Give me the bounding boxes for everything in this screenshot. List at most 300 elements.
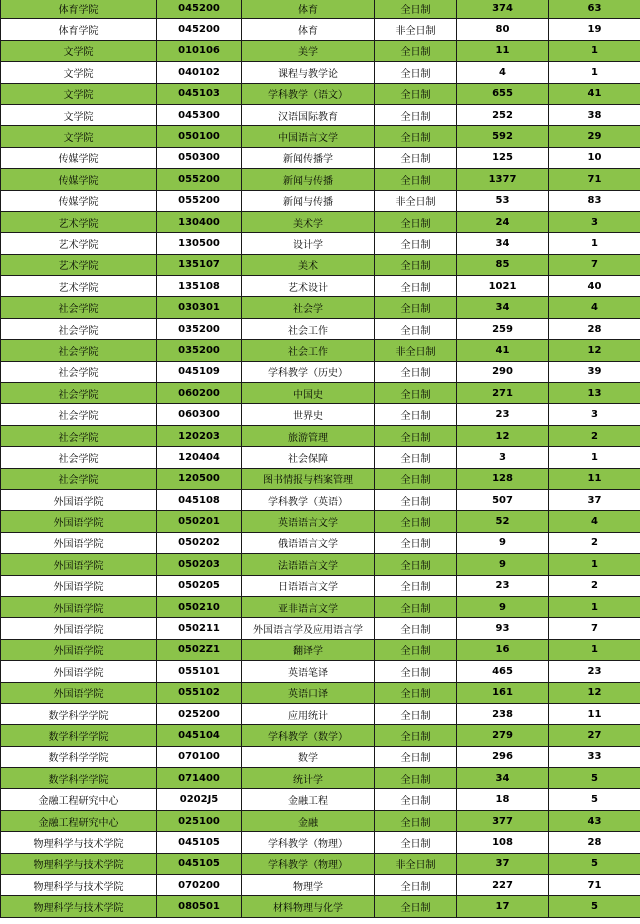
major-code-cell: 135108: [157, 276, 242, 297]
applicants-cell: 108: [457, 832, 549, 853]
admitted-cell: 5: [549, 789, 640, 810]
major-name-cell: 新闻传播学: [242, 147, 375, 168]
college-cell: 外国语学院: [1, 618, 157, 639]
major-code-cell: 045109: [157, 361, 242, 382]
college-cell: 数学科学学院: [1, 746, 157, 767]
applicants-cell: 23: [457, 575, 549, 596]
college-cell: 文学院: [1, 40, 157, 61]
applicants-cell: 34: [457, 233, 549, 254]
major-code-cell: 045103: [157, 83, 242, 104]
study-mode-cell: 全日制: [375, 318, 457, 339]
study-mode-cell: 全日制: [375, 126, 457, 147]
college-cell: 金融工程研究中心: [1, 810, 157, 831]
study-mode-cell: 非全日制: [375, 340, 457, 361]
major-code-cell: 025200: [157, 703, 242, 724]
study-mode-cell: 全日制: [375, 575, 457, 596]
major-code-cell: 055101: [157, 661, 242, 682]
admitted-cell: 4: [549, 297, 640, 318]
admitted-cell: 3: [549, 404, 640, 425]
applicants-cell: 23: [457, 404, 549, 425]
admitted-cell: 2: [549, 532, 640, 553]
admitted-cell: 5: [549, 853, 640, 874]
college-cell: 外国语学院: [1, 575, 157, 596]
major-name-cell: 中国史: [242, 383, 375, 404]
major-name-cell: 应用统计: [242, 703, 375, 724]
major-name-cell: 数学: [242, 746, 375, 767]
applicants-cell: 1377: [457, 169, 549, 190]
college-cell: 文学院: [1, 104, 157, 125]
applicants-cell: 374: [457, 0, 549, 19]
major-code-cell: 070200: [157, 875, 242, 896]
study-mode-cell: 全日制: [375, 896, 457, 917]
table-row: [1, 832, 640, 853]
major-name-cell: 英语语言文学: [242, 511, 375, 532]
study-mode-cell: 非全日制: [375, 19, 457, 40]
major-name-cell: 俄语语言文学: [242, 532, 375, 553]
applicants-cell: 592: [457, 126, 549, 147]
study-mode-cell: 全日制: [375, 383, 457, 404]
study-mode-cell: 全日制: [375, 489, 457, 510]
table-row: [1, 318, 640, 339]
major-code-cell: 120500: [157, 468, 242, 489]
admitted-cell: 2: [549, 575, 640, 596]
major-name-cell: 金融: [242, 810, 375, 831]
major-code-cell: 080501: [157, 896, 242, 917]
study-mode-cell: 全日制: [375, 703, 457, 724]
major-code-cell: 040102: [157, 62, 242, 83]
table-row: [1, 147, 640, 168]
applicants-cell: 24: [457, 211, 549, 232]
major-code-cell: 035200: [157, 318, 242, 339]
applicants-cell: 128: [457, 468, 549, 489]
table-row: [1, 532, 640, 553]
admitted-cell: 39: [549, 361, 640, 382]
admitted-cell: 1: [549, 596, 640, 617]
major-code-cell: 055200: [157, 169, 242, 190]
college-cell: 外国语学院: [1, 661, 157, 682]
table-row: [1, 511, 640, 532]
major-name-cell: 汉语国际教育: [242, 104, 375, 125]
admitted-cell: 1: [549, 447, 640, 468]
major-code-cell: 071400: [157, 768, 242, 789]
college-cell: 物理科学与技术学院: [1, 875, 157, 896]
table-row: [1, 468, 640, 489]
table-row: [1, 725, 640, 746]
major-code-cell: 045200: [157, 0, 242, 19]
table-row: [1, 361, 640, 382]
applicants-cell: 9: [457, 554, 549, 575]
applicants-cell: 465: [457, 661, 549, 682]
college-cell: 数学科学学院: [1, 725, 157, 746]
major-name-cell: 社会保障: [242, 447, 375, 468]
major-code-cell: 130500: [157, 233, 242, 254]
admitted-cell: 1: [549, 639, 640, 660]
admitted-cell: 40: [549, 276, 640, 297]
college-cell: 外国语学院: [1, 554, 157, 575]
major-code-cell: 045105: [157, 853, 242, 874]
major-name-cell: 中国语言文学: [242, 126, 375, 147]
table-row: [1, 104, 640, 125]
major-name-cell: 美术学: [242, 211, 375, 232]
table-row: [1, 340, 640, 361]
major-name-cell: 艺术设计: [242, 276, 375, 297]
college-cell: 传媒学院: [1, 190, 157, 211]
applicants-cell: 9: [457, 532, 549, 553]
study-mode-cell: 全日制: [375, 725, 457, 746]
admitted-cell: 23: [549, 661, 640, 682]
major-name-cell: 社会工作: [242, 318, 375, 339]
major-code-cell: 130400: [157, 211, 242, 232]
table-row: [1, 404, 640, 425]
study-mode-cell: 非全日制: [375, 853, 457, 874]
applicants-cell: 259: [457, 318, 549, 339]
major-name-cell: 新闻与传播: [242, 190, 375, 211]
major-name-cell: 英语笔译: [242, 661, 375, 682]
admitted-cell: 7: [549, 618, 640, 639]
major-name-cell: 金融工程: [242, 789, 375, 810]
major-name-cell: 学科教学（英语）: [242, 489, 375, 510]
major-code-cell: 0202J5: [157, 789, 242, 810]
table-row: [1, 875, 640, 896]
college-cell: 文学院: [1, 62, 157, 83]
study-mode-cell: 全日制: [375, 276, 457, 297]
study-mode-cell: 全日制: [375, 425, 457, 446]
admitted-cell: 63: [549, 0, 640, 19]
study-mode-cell: 全日制: [375, 746, 457, 767]
college-cell: 社会学院: [1, 383, 157, 404]
table-row: [1, 233, 640, 254]
admitted-cell: 10: [549, 147, 640, 168]
table-row: [1, 19, 640, 40]
study-mode-cell: 全日制: [375, 596, 457, 617]
study-mode-cell: 全日制: [375, 62, 457, 83]
admitted-cell: 11: [549, 703, 640, 724]
major-name-cell: 美学: [242, 40, 375, 61]
major-code-cell: 070100: [157, 746, 242, 767]
admitted-cell: 4: [549, 511, 640, 532]
college-cell: 数学科学学院: [1, 768, 157, 789]
table-row: [1, 190, 640, 211]
applicants-cell: 93: [457, 618, 549, 639]
applicants-cell: 34: [457, 297, 549, 318]
study-mode-cell: 全日制: [375, 618, 457, 639]
admitted-cell: 27: [549, 725, 640, 746]
major-code-cell: 035200: [157, 340, 242, 361]
table-row: [1, 254, 640, 275]
table-row: [1, 169, 640, 190]
table-row: [1, 639, 640, 660]
major-name-cell: 学科教学（历史）: [242, 361, 375, 382]
study-mode-cell: 全日制: [375, 169, 457, 190]
table-row: [1, 746, 640, 767]
applicants-cell: 655: [457, 83, 549, 104]
table-row: [1, 596, 640, 617]
table-row: [1, 853, 640, 874]
college-cell: 外国语学院: [1, 511, 157, 532]
college-cell: 艺术学院: [1, 211, 157, 232]
major-name-cell: 设计学: [242, 233, 375, 254]
major-code-cell: 050203: [157, 554, 242, 575]
applicants-cell: 34: [457, 768, 549, 789]
major-code-cell: 055102: [157, 682, 242, 703]
college-cell: 物理科学与技术学院: [1, 896, 157, 917]
table-row: [1, 0, 640, 19]
major-code-cell: 120203: [157, 425, 242, 446]
admitted-cell: 19: [549, 19, 640, 40]
table-row: [1, 276, 640, 297]
admitted-cell: 2: [549, 425, 640, 446]
study-mode-cell: 全日制: [375, 554, 457, 575]
major-name-cell: 翻译学: [242, 639, 375, 660]
major-name-cell: 新闻与传播: [242, 169, 375, 190]
table-row: [1, 126, 640, 147]
college-cell: 传媒学院: [1, 169, 157, 190]
admitted-cell: 33: [549, 746, 640, 767]
college-cell: 社会学院: [1, 361, 157, 382]
study-mode-cell: 全日制: [375, 233, 457, 254]
study-mode-cell: 全日制: [375, 361, 457, 382]
table-row: [1, 447, 640, 468]
major-name-cell: 图书情报与档案管理: [242, 468, 375, 489]
major-code-cell: 060200: [157, 383, 242, 404]
college-cell: 社会学院: [1, 340, 157, 361]
college-cell: 艺术学院: [1, 276, 157, 297]
major-name-cell: 外国语言学及应用语言学: [242, 618, 375, 639]
major-name-cell: 美术: [242, 254, 375, 275]
major-code-cell: 055200: [157, 190, 242, 211]
table-row: [1, 83, 640, 104]
admitted-cell: 1: [549, 62, 640, 83]
college-cell: 外国语学院: [1, 596, 157, 617]
applicants-cell: 9: [457, 596, 549, 617]
admitted-cell: 3: [549, 211, 640, 232]
study-mode-cell: 全日制: [375, 211, 457, 232]
major-name-cell: 法语语言文学: [242, 554, 375, 575]
applicants-cell: 377: [457, 810, 549, 831]
major-code-cell: 045200: [157, 19, 242, 40]
major-name-cell: 英语口译: [242, 682, 375, 703]
college-cell: 文学院: [1, 83, 157, 104]
major-name-cell: 物理学: [242, 875, 375, 896]
applicants-cell: 41: [457, 340, 549, 361]
admitted-cell: 1: [549, 233, 640, 254]
major-name-cell: 课程与教学论: [242, 62, 375, 83]
applicants-cell: 238: [457, 703, 549, 724]
table-row: [1, 554, 640, 575]
major-code-cell: 010106: [157, 40, 242, 61]
major-name-cell: 学科教学（数学）: [242, 725, 375, 746]
college-cell: 外国语学院: [1, 682, 157, 703]
major-code-cell: 045108: [157, 489, 242, 510]
study-mode-cell: 全日制: [375, 147, 457, 168]
applicants-cell: 1021: [457, 276, 549, 297]
study-mode-cell: 全日制: [375, 468, 457, 489]
college-cell: 物理科学与技术学院: [1, 832, 157, 853]
college-cell: 金融工程研究中心: [1, 789, 157, 810]
study-mode-cell: 全日制: [375, 0, 457, 19]
admitted-cell: 28: [549, 318, 640, 339]
study-mode-cell: 全日制: [375, 639, 457, 660]
college-cell: 社会学院: [1, 318, 157, 339]
study-mode-cell: 全日制: [375, 789, 457, 810]
college-cell: 体育学院: [1, 0, 157, 19]
applicants-cell: 53: [457, 190, 549, 211]
table-row: [1, 768, 640, 789]
major-name-cell: 体育: [242, 19, 375, 40]
study-mode-cell: 全日制: [375, 447, 457, 468]
admitted-cell: 43: [549, 810, 640, 831]
admitted-cell: 38: [549, 104, 640, 125]
major-name-cell: 社会工作: [242, 340, 375, 361]
study-mode-cell: 全日制: [375, 832, 457, 853]
study-mode-cell: 全日制: [375, 40, 457, 61]
college-cell: 社会学院: [1, 425, 157, 446]
major-name-cell: 学科教学（物理）: [242, 832, 375, 853]
major-name-cell: 统计学: [242, 768, 375, 789]
admitted-cell: 5: [549, 896, 640, 917]
table-row: [1, 575, 640, 596]
college-cell: 艺术学院: [1, 233, 157, 254]
major-name-cell: 旅游管理: [242, 425, 375, 446]
study-mode-cell: 全日制: [375, 661, 457, 682]
applicants-cell: 4: [457, 62, 549, 83]
table-row: [1, 789, 640, 810]
study-mode-cell: 全日制: [375, 768, 457, 789]
major-code-cell: 045105: [157, 832, 242, 853]
study-mode-cell: 全日制: [375, 875, 457, 896]
college-cell: 社会学院: [1, 447, 157, 468]
applicants-cell: 52: [457, 511, 549, 532]
college-cell: 社会学院: [1, 468, 157, 489]
major-code-cell: 050211: [157, 618, 242, 639]
table-row: [1, 297, 640, 318]
college-cell: 数学科学学院: [1, 703, 157, 724]
applicants-cell: 37: [457, 853, 549, 874]
study-mode-cell: 全日制: [375, 532, 457, 553]
table-row: [1, 62, 640, 83]
table-row: [1, 810, 640, 831]
admitted-cell: 71: [549, 875, 640, 896]
major-code-cell: 050100: [157, 126, 242, 147]
admitted-cell: 37: [549, 489, 640, 510]
college-cell: 艺术学院: [1, 254, 157, 275]
applicants-cell: 80: [457, 19, 549, 40]
table-row: [1, 682, 640, 703]
major-name-cell: 日语语言文学: [242, 575, 375, 596]
applicants-cell: 271: [457, 383, 549, 404]
applicants-cell: 125: [457, 147, 549, 168]
major-code-cell: 050205: [157, 575, 242, 596]
applicants-cell: 85: [457, 254, 549, 275]
table-body: [1, 0, 640, 917]
applicants-cell: 17: [457, 896, 549, 917]
college-cell: 体育学院: [1, 19, 157, 40]
table-row: [1, 703, 640, 724]
major-code-cell: 120404: [157, 447, 242, 468]
admitted-cell: 12: [549, 682, 640, 703]
college-cell: 物理科学与技术学院: [1, 853, 157, 874]
admitted-cell: 5: [549, 768, 640, 789]
major-code-cell: 030301: [157, 297, 242, 318]
applicants-cell: 3: [457, 447, 549, 468]
applicants-cell: 296: [457, 746, 549, 767]
college-cell: 外国语学院: [1, 639, 157, 660]
major-code-cell: 060300: [157, 404, 242, 425]
applicants-cell: 290: [457, 361, 549, 382]
college-cell: 传媒学院: [1, 147, 157, 168]
major-code-cell: 050300: [157, 147, 242, 168]
admitted-cell: 28: [549, 832, 640, 853]
admitted-cell: 29: [549, 126, 640, 147]
major-code-cell: 045300: [157, 104, 242, 125]
major-name-cell: 学科教学（语文）: [242, 83, 375, 104]
major-name-cell: 学科教学（物理）: [242, 853, 375, 874]
admitted-cell: 7: [549, 254, 640, 275]
major-name-cell: 世界史: [242, 404, 375, 425]
admitted-cell: 83: [549, 190, 640, 211]
table-row: [1, 211, 640, 232]
major-name-cell: 体育: [242, 0, 375, 19]
admitted-cell: 11: [549, 468, 640, 489]
major-code-cell: 050201: [157, 511, 242, 532]
table-row: [1, 896, 640, 917]
study-mode-cell: 全日制: [375, 404, 457, 425]
college-cell: 外国语学院: [1, 489, 157, 510]
major-code-cell: 050210: [157, 596, 242, 617]
table-row: [1, 383, 640, 404]
study-mode-cell: 全日制: [375, 83, 457, 104]
study-mode-cell: 非全日制: [375, 190, 457, 211]
major-code-cell: 135107: [157, 254, 242, 275]
admitted-cell: 1: [549, 554, 640, 575]
college-cell: 社会学院: [1, 297, 157, 318]
applicants-cell: 16: [457, 639, 549, 660]
applicants-cell: 507: [457, 489, 549, 510]
major-name-cell: 亚非语言文学: [242, 596, 375, 617]
applicants-cell: 252: [457, 104, 549, 125]
applicants-cell: 279: [457, 725, 549, 746]
study-mode-cell: 全日制: [375, 254, 457, 275]
study-mode-cell: 全日制: [375, 297, 457, 318]
study-mode-cell: 全日制: [375, 682, 457, 703]
admitted-cell: 12: [549, 340, 640, 361]
college-cell: 文学院: [1, 126, 157, 147]
major-code-cell: 045104: [157, 725, 242, 746]
study-mode-cell: 全日制: [375, 511, 457, 532]
college-cell: 社会学院: [1, 404, 157, 425]
applicants-cell: 12: [457, 425, 549, 446]
table-row: [1, 661, 640, 682]
applicants-cell: 161: [457, 682, 549, 703]
major-code-cell: 050202: [157, 532, 242, 553]
major-code-cell: 0502Z1: [157, 639, 242, 660]
applicants-cell: 18: [457, 789, 549, 810]
college-cell: 外国语学院: [1, 532, 157, 553]
major-name-cell: 社会学: [242, 297, 375, 318]
admitted-cell: 13: [549, 383, 640, 404]
study-mode-cell: 全日制: [375, 104, 457, 125]
table-row: [1, 40, 640, 61]
applicants-cell: 227: [457, 875, 549, 896]
table-row: [1, 425, 640, 446]
applicants-cell: 11: [457, 40, 549, 61]
table-row: [1, 489, 640, 510]
admitted-cell: 41: [549, 83, 640, 104]
major-name-cell: 材料物理与化学: [242, 896, 375, 917]
study-mode-cell: 全日制: [375, 810, 457, 831]
admitted-cell: 1: [549, 40, 640, 61]
table-row: [1, 618, 640, 639]
